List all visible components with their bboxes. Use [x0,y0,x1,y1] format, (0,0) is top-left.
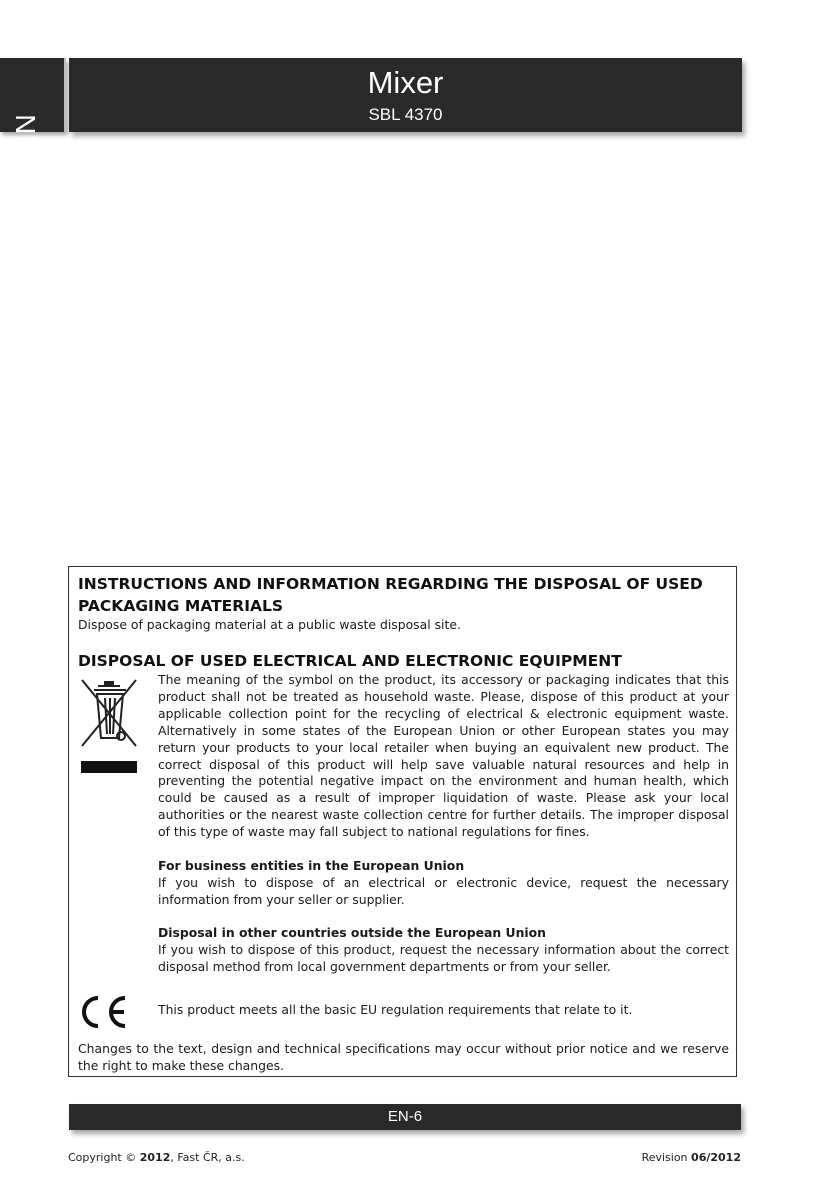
packaging-heading-line2: PACKAGING MATERIALS [78,597,284,615]
ce-mark-icon [78,994,130,1030]
header-bar [69,58,742,132]
page-number-bar [69,1104,741,1130]
copyright: Copyright © 2012, Fast ČR, a.s. [68,1151,245,1164]
business-text: If you wish to dispose of an electrical or electronic device, request the necessary information from your seller or supplier. [158,875,729,907]
product-title: Mixer [367,65,444,100]
language-tab [0,58,66,154]
packaging-text: Dispose of packaging material at a public waste disposal site. [78,617,461,632]
model-number: SBL 4370 [368,105,443,124]
language-code: EN [10,113,41,154]
electrical-text: The meaning of the symbol on the product, its accessory or packaging indicates that this product shall not be treated as household waste. Please, dispose of this product at your applicable collection point for the recycling of electrical & electronic equipment waste. Alternatively in some states of the European Union or other European states you may return your products to your local retailer when buying an equivalent new product. The correct disposal of this product will help save valuable natural resources and help in preventing the potential negative impact on the environment and human health, which could be caused as a result of improper liquidation of waste. Please ask your local authorities or the nearest waste collection centre for further details. The improper disposal of this type of waste may fall subject to national regulations for fines. [158,672,729,840]
crossed-bin-icon [80,676,138,774]
other-countries-heading: Disposal in other countries outside the European Union [158,925,546,940]
page-number: EN-6 [387,1108,423,1125]
revision: Revision 06/2012 [641,1151,741,1164]
other-countries-text: If you wish to dispose of this product, request the necessary information about the correct disposal method from local government departments or from your seller. [158,942,729,974]
changes-notice: Changes to the text, design and technical specifications may occur without prior notice and we reserve the right to make these changes. [78,1041,729,1073]
packaging-heading-line1: INSTRUCTIONS AND INFORMATION REGARDING THE DISPOSAL OF USED [78,575,703,593]
electrical-heading: DISPOSAL OF USED ELECTRICAL AND ELECTRONIC EQUIPMENT [78,652,622,670]
business-heading: For business entities in the European Union [158,858,465,873]
ce-text: This product meets all the basic EU regulation requirements that relate to it. [158,1002,633,1017]
